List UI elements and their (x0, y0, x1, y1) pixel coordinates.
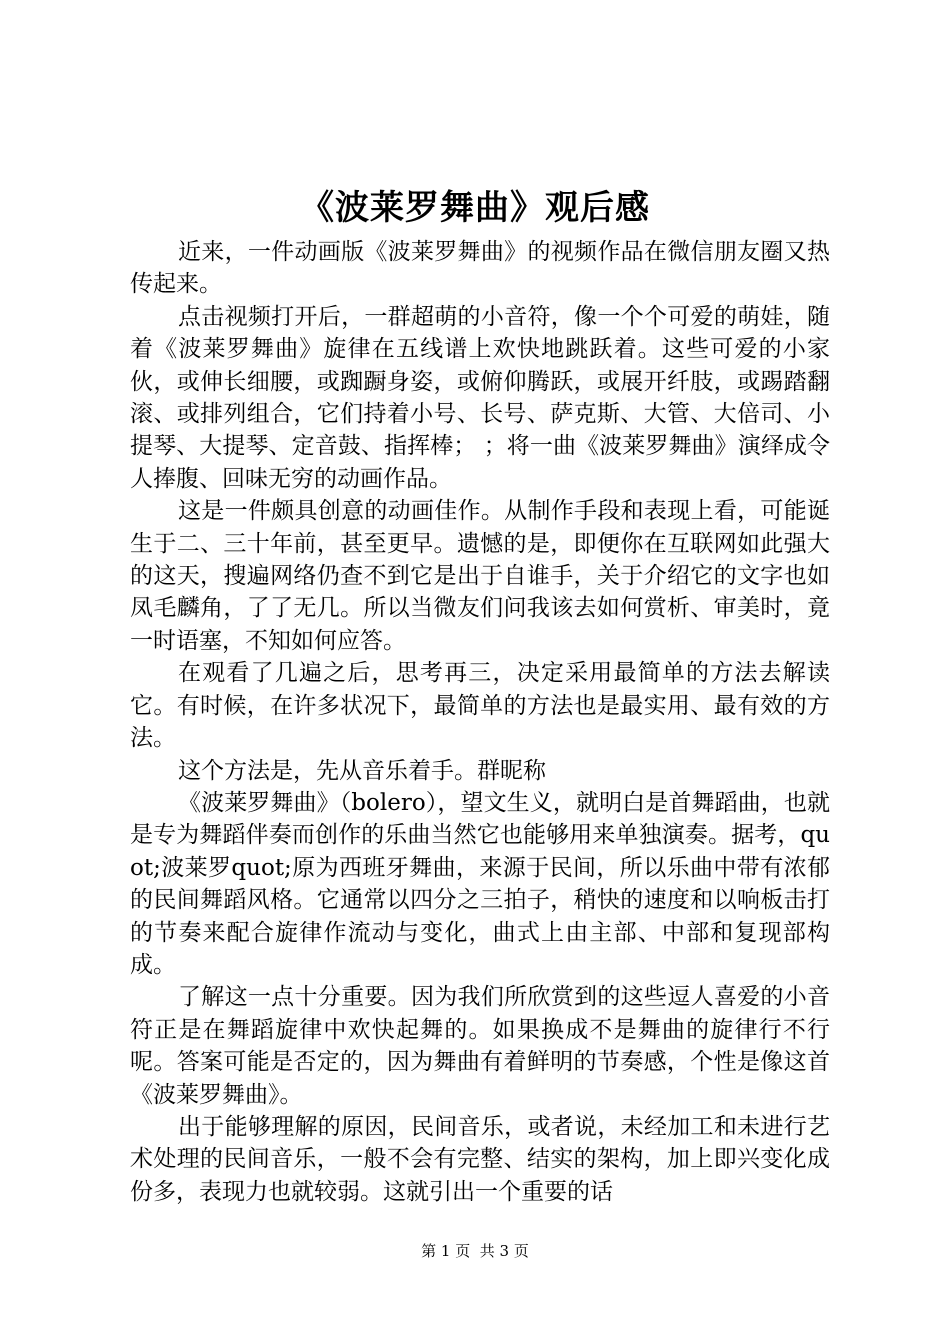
paragraph: 《波莱罗舞曲》（bolero），望文生义，就明白是首舞蹈曲，也就是专为舞蹈伴奏而创作的乐曲当然它也能够用来单独演奏。据考，quot;波莱罗quot;原为西班牙舞曲，来源于民间，所以乐曲中带有浓郁的民间舞蹈风格。它通常以四分之三拍子，稍快的速度和以响板击打的节奏来配合旋律作流动与变化，曲式上由主部、中部和复现部构成。 (130, 789, 830, 978)
document-body (130, 236, 830, 1208)
paragraph: 了解这一点十分重要。因为我们所欣赏到的这些逗人喜爱的小音符正是在舞蹈旋律中欢快起舞的。如果换成不是舞曲的旋律行不行呢。答案可能是否定的，因为舞曲有着鲜明的节奏感，个性是像这首《波莱罗舞曲》。 (130, 984, 830, 1108)
paragraph: 在观看了几遍之后，思考再三，决定采用最简单的方法去解读它。有时候，在许多状况下，最简单的方法也是最实用、最有效的方法。 (130, 660, 830, 752)
paragraph: 出于能够理解的原因，民间音乐，或者说，未经加工和未进行艺术处理的民间音乐，一般不会有完整、结实的架构，加上即兴变化成份多，表现力也就较弱。这就引出一个重要的话 (130, 1113, 830, 1205)
paragraph: 近来，一件动画版《波莱罗舞曲》的视频作品在微信朋友圈又热传起来。 (130, 239, 830, 298)
document-title: 《波莱罗舞曲》观后感 (300, 188, 650, 228)
paragraph: 点击视频打开后，一群超萌的小音符，像一个个可爱的萌娃，随着《波莱罗舞曲》旋律在五线谱上欢快地跳跃着。这些可爱的小家伙，或伸长细腰，或踟蹰身姿，或俯仰腾跃，或展开纤肢，或踢踏翻滚、或排列组合，它们持着小号、长号、萨克斯、大管、大倍司、小提琴、大提琴、定音鼓、指挥棒； ；将一曲《波莱罗舞曲》演绎成令人捧腹、回味无穷的动画作品。 (130, 303, 830, 492)
page-number: 第 1 页 共 3 页 (421, 1242, 529, 1260)
paragraph: 这个方法是，先从音乐着手。群昵称 (178, 757, 546, 784)
page-footer (0, 1240, 950, 1262)
paragraph: 这是一件颇具创意的动画佳作。从制作手段和表现上看，可能诞生于二、三十年前，甚至更早。遗憾的是，即便你在互联网如此强大的这天，搜遍网络仍查不到它是出于自谁手，关于介绍它的文字也如凤毛麟角，了了无几。所以当微友们问我该去如何赏析、审美时，竟一时语塞，不知如何应答。 (130, 498, 830, 654)
